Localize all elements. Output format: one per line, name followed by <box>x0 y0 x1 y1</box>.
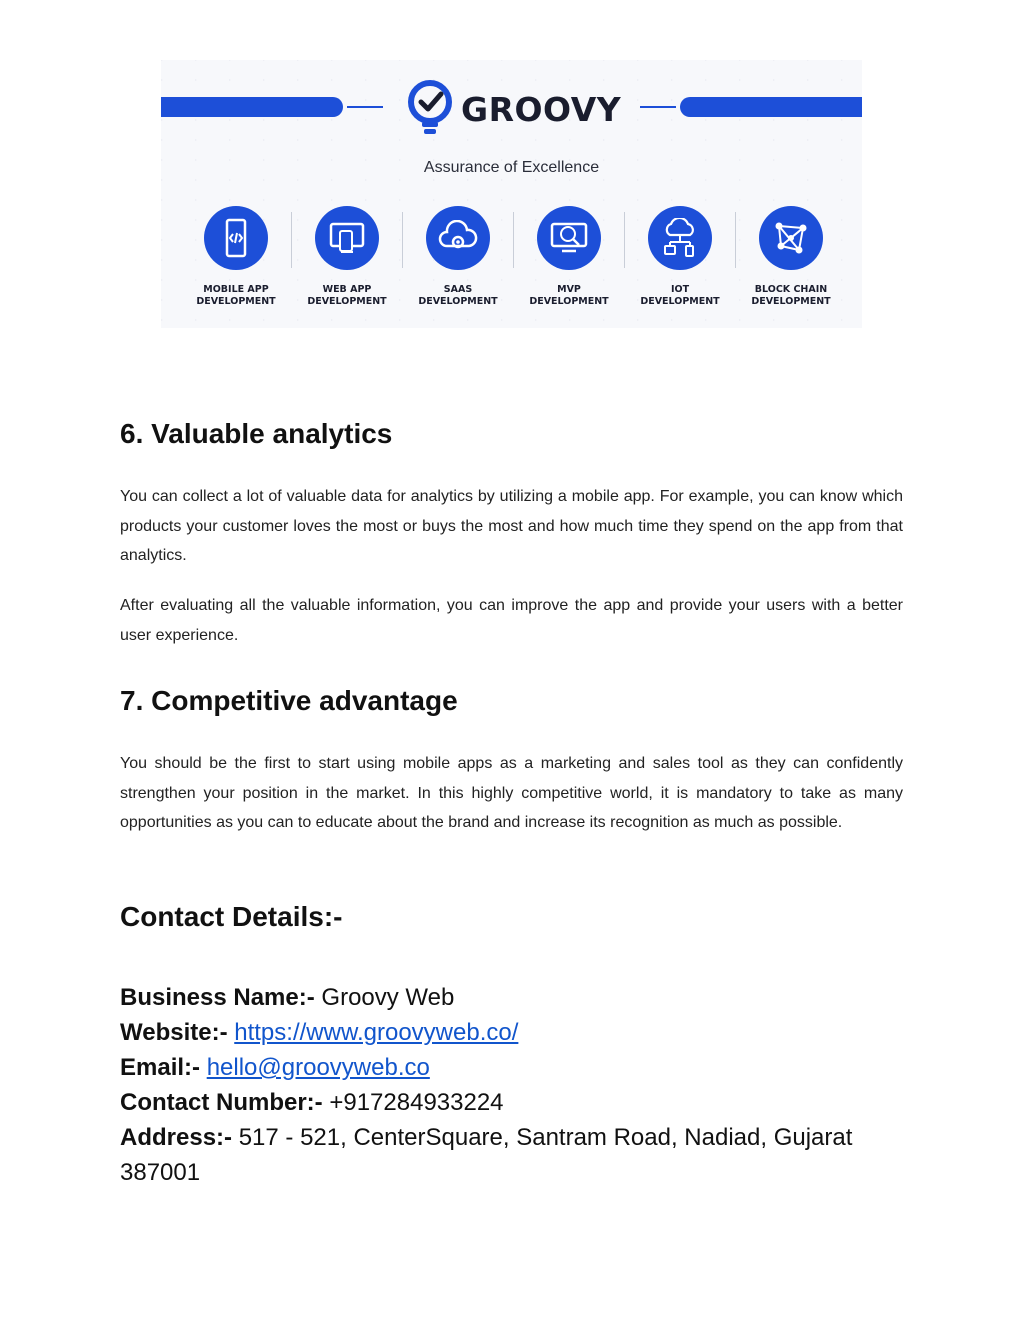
service-iot <box>625 206 735 308</box>
web-app-icon <box>315 206 379 270</box>
services-row <box>181 206 845 316</box>
service-label: BLOCK CHAIN DEVELOPMENT <box>751 284 831 307</box>
address-label: Address:- <box>120 1124 233 1151</box>
service-blockchain <box>736 206 846 308</box>
paragraph: You can collect a lot of valuable data for analytics by utilizing a mobile app. For example, you can know which products your customer loves the most or buys the most and how much time they spend on the app from that analytics. <box>120 488 903 564</box>
mvp-monitor-icon <box>537 206 601 270</box>
contact-address-row <box>120 1120 910 1190</box>
brand-tagline: Assurance of Excellence <box>423 159 600 176</box>
business-value: Groovy Web <box>321 984 455 1011</box>
cloud-gear-icon <box>426 206 490 270</box>
website-label: Website:- <box>120 1019 228 1046</box>
service-saas <box>403 206 513 308</box>
mobile-code-icon <box>204 206 268 270</box>
paragraph: After evaluating all the valuable information, you can improve the app and provide your users with a better user experience. <box>120 597 903 644</box>
banner-bar-right <box>680 97 862 117</box>
contact-phone-row <box>120 1085 910 1120</box>
service-label: MVP DEVELOPMENT <box>529 284 609 307</box>
service-label: MOBILE APP DEVELOPMENT <box>196 284 276 307</box>
service-mobile-app <box>181 206 291 308</box>
service-label: WEB APP DEVELOPMENT <box>307 284 387 307</box>
groovy-banner <box>161 60 862 328</box>
contact-email-row <box>120 1050 910 1085</box>
iot-cloud-icon <box>648 206 712 270</box>
banner-line-right <box>640 106 676 108</box>
email-label: Email:- <box>120 1054 201 1081</box>
address-value: 517 - 521, CenterSquare, Santram Road, Nadiad, Gujarat 387001 <box>120 1124 853 1186</box>
phone-label: Contact Number:- <box>120 1089 323 1116</box>
business-label: Business Name:- <box>120 984 315 1011</box>
service-mvp <box>514 206 624 308</box>
section-heading-analytics: 6. Valuable analytics <box>120 418 393 449</box>
paragraph: You should be the first to start using mobile apps as a marketing and sales tool as they can confidently strengthen your position in the market. In this highly competitive world, it is mandatory to take as many opportunities as you can to educate about the brand and increase its recognition as much as possible. <box>120 755 903 831</box>
banner-bar-left <box>161 97 343 117</box>
contact-website-row <box>120 1015 910 1050</box>
contact-details <box>120 980 910 1190</box>
service-web-app <box>292 206 402 308</box>
phone-value: +917284933224 <box>329 1089 504 1116</box>
brand-name: GROOVY <box>461 90 622 129</box>
blockchain-network-icon <box>759 206 823 270</box>
email-link[interactable]: hello@groovyweb.co <box>206 1054 430 1081</box>
website-link[interactable]: https://www.groovyweb.co/ <box>234 1019 519 1046</box>
section-heading-competitive: 7. Competitive advantage <box>120 685 458 716</box>
service-label: IOT DEVELOPMENT <box>640 284 720 307</box>
banner-line-left <box>347 106 383 108</box>
contact-heading: Contact Details:- <box>120 901 343 932</box>
lightbulb-check-icon <box>406 80 454 138</box>
groovy-logo <box>406 80 626 140</box>
contact-business-row <box>120 980 910 1015</box>
service-label: SAAS DEVELOPMENT <box>418 284 498 307</box>
